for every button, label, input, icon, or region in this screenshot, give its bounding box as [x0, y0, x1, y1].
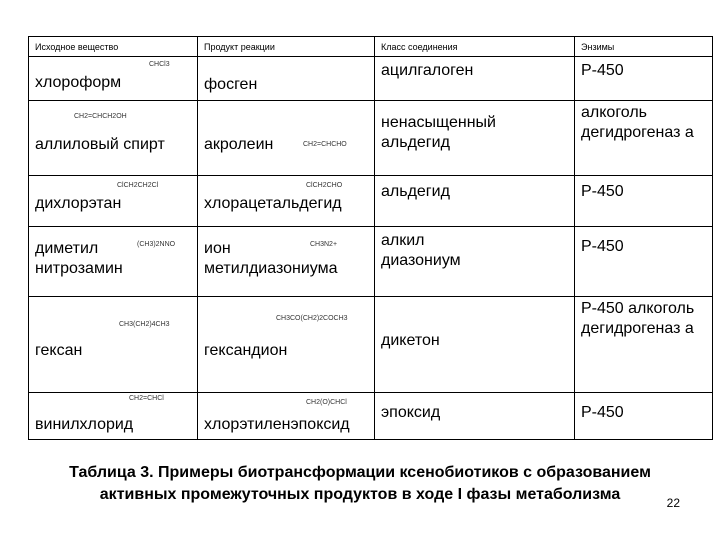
header-class: Класс соединения [375, 37, 575, 57]
substrate-cell [29, 101, 198, 176]
product-formula: CH3CO(CH2)2COCH3 [276, 315, 348, 322]
enzyme-cell [575, 393, 713, 440]
table-row [29, 297, 713, 393]
product-name: хлорэтиленэпоксид [204, 416, 350, 433]
substrate-cell [29, 297, 198, 393]
substrate-name: винилхлорид [35, 416, 134, 433]
table-caption-line-2: активных промежуточных продуктов в ходе I фазы метаболизма [99, 486, 621, 503]
product-name: хлорацетальдегид [204, 195, 342, 212]
substrate-name: гексан [35, 342, 83, 359]
table-row [29, 176, 713, 227]
substrate-formula: ClCH2CH2Cl [117, 182, 159, 189]
table-row [29, 393, 713, 440]
substrate-cell [29, 176, 198, 227]
substrate-formula: CH3(CH2)4CH3 [119, 321, 170, 328]
product-cell [198, 176, 375, 227]
table-row [29, 101, 713, 176]
enzyme-name: P-450 алкоголь дегидрогеназ а [581, 300, 695, 337]
enzyme-cell [575, 101, 713, 176]
product-name: акролеин [204, 136, 274, 153]
enzyme-name: P-450 [581, 183, 624, 200]
table-caption-line-1: Таблица 3. Примеры биотрансформации ксенобиотиков с образованием [69, 464, 651, 481]
substrate-cell [29, 57, 198, 101]
product-name: ион метилдиазониума [204, 240, 338, 277]
enzyme-cell [575, 57, 713, 101]
biotransformation-table [28, 36, 713, 440]
substrate-name: дихлорэтан [35, 195, 122, 212]
product-formula: ClCH2CHO [306, 182, 343, 189]
class-cell [375, 297, 575, 393]
table-row [29, 57, 713, 101]
class-cell [375, 393, 575, 440]
product-cell [198, 297, 375, 393]
substrate-formula: CH2=CHCl [129, 395, 164, 402]
header-product: Продукт реакции [198, 37, 375, 57]
product-formula: CH2(O)CHCl [306, 399, 347, 406]
product-name: фосген [204, 76, 258, 93]
enzyme-name: P-450 [581, 62, 624, 79]
substrate-formula: (CH3)2NNO [137, 241, 176, 248]
enzyme-name: алкоголь дегидрогеназ а [581, 104, 694, 141]
substrate-name: диметил нитрозамин [35, 240, 123, 277]
product-name: гександион [204, 342, 288, 359]
enzyme-cell [575, 227, 713, 297]
class-name: ненасыщенный альдегид [381, 114, 496, 151]
substrate-formula: CHCl3 [149, 61, 170, 68]
product-formula: CH3N2+ [310, 241, 338, 248]
class-cell [375, 57, 575, 101]
substrate-cell [29, 393, 198, 440]
enzyme-cell [575, 297, 713, 393]
enzyme-name: P-450 [581, 238, 624, 255]
header-enzyme: Энзимы [575, 37, 713, 57]
class-name: ацилгалоген [381, 62, 474, 79]
product-cell [198, 227, 375, 297]
header-substrate: Исходное вещество [29, 37, 198, 57]
product-cell [198, 57, 375, 101]
class-cell [375, 176, 575, 227]
class-cell [375, 227, 575, 297]
class-cell [375, 101, 575, 176]
class-name: алкил диазониум [381, 232, 461, 269]
table-row [29, 227, 713, 297]
product-cell [198, 101, 375, 176]
enzyme-cell [575, 176, 713, 227]
page-number: 22 [666, 496, 680, 510]
substrate-name: хлороформ [35, 74, 122, 91]
product-cell [198, 393, 375, 440]
substrate-cell [29, 227, 198, 297]
class-name: эпоксид [381, 404, 441, 421]
substrate-formula: CH2=CHCH2OH [74, 113, 127, 120]
class-name: дикетон [381, 332, 440, 349]
enzyme-name: P-450 [581, 404, 624, 421]
substrate-name: аллиловый спирт [35, 136, 165, 153]
product-formula: CH2=CHCHO [303, 141, 347, 148]
class-name: альдегид [381, 183, 450, 200]
table-header-row [29, 37, 713, 57]
